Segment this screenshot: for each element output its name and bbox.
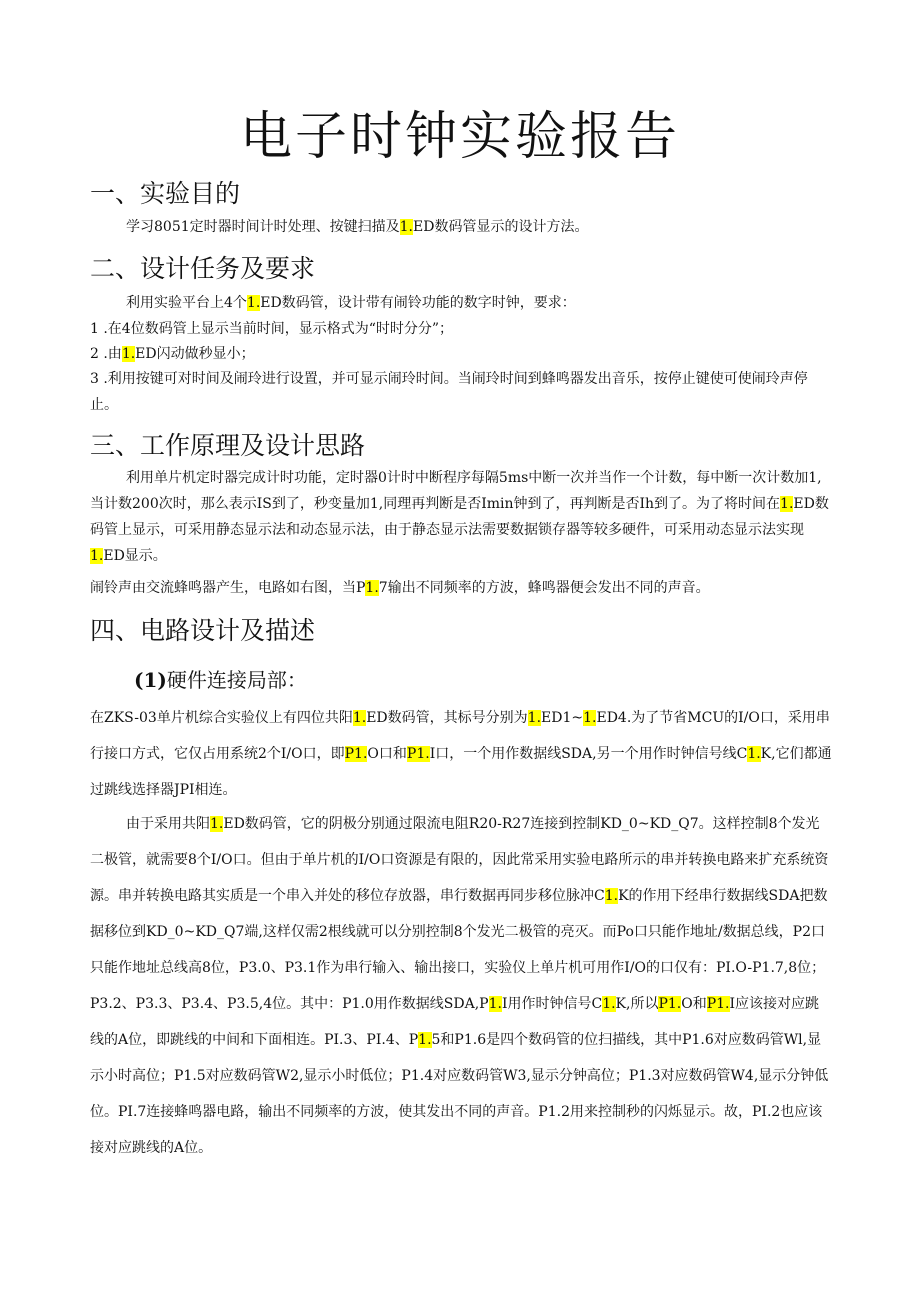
highlighted-text: P1. (706, 996, 730, 1012)
text-run: 利用单片机定时器完成计时功能，定时器0计时中断程序每隔5ms中断一次并当作一个计数，每中断一次计数加1,当计数200次时，那么表示IS到了，秒变量加1,同理再判断是否Imin钟到了，再判断是否Ih到了。为了将时间在 (90, 470, 822, 512)
text-run: ED显示。 (103, 548, 167, 564)
highlighted-text: 1. (418, 1032, 432, 1048)
text-run: ED1~ (541, 710, 584, 726)
highlighted-text: 1. (602, 996, 616, 1012)
text-run: 2 .由 (90, 346, 122, 362)
text-run: 在ZKS-03单片机综合实验仪上有四位共阳 (90, 710, 353, 726)
paragraph-task-intro (126, 290, 576, 316)
section-heading-circuit: 四、电路设计及描述 (90, 616, 316, 645)
text-run: K,所以 (615, 996, 659, 1012)
text-run: ED数码管上显示，可采用静态显示法和动态显示法，由于静态显示法需要数据锁存器等较多硬件，可采用动态显示法实现 (90, 496, 829, 538)
text-run: ED数码管，设计带有闹铃功能的数字时钟，要求： (260, 295, 576, 311)
highlighted-text: 1. (583, 710, 597, 726)
text-run: I应该接对应跳线的A位，即跳线的中间和下面相连。PI.3、PI.4、P (90, 996, 820, 1048)
highlighted-text: 1. (399, 219, 413, 235)
text-run: K,它们都通过跳线选择器JPI相连。 (90, 746, 832, 798)
document-title: 电子时钟实验报告 (239, 107, 680, 167)
list-item-1 (90, 316, 453, 342)
text-run: 学习8051定时器时间计时处理、按键扫描及 (126, 219, 400, 235)
text-run: K的作用下经串行数据线SDA把数据移位到KD_0~KD_Q7端,这样仅需2根线就可以分别控制8个发光二极管的亮灭。而Po口只能作地址/数据总线，P2口只能作地址总线高8位，P3.0、P3.1作为串行输入、输出接口，实验仪上单片机可用作I/O的口仅有：PI.O-P1.7,8位；P3.2、P3.3、P3.4、P3.5,4位。其中：P1.0用作数据线SDA,P (90, 888, 828, 1012)
highlighted-text: 1. (488, 996, 502, 1012)
highlighted-text: 1. (352, 710, 367, 726)
highlighted-text: P1. (406, 746, 430, 762)
text-run: 利用实验平台上4个 (126, 295, 247, 311)
paragraph-hardware-1 (90, 700, 832, 808)
subheading-number: (1) (134, 668, 167, 692)
text-run: 7输出不同频率的方波，蜂鸣器便会发出不同的声音。 (378, 580, 710, 596)
highlighted-text: 1. (604, 888, 619, 904)
highlighted-text: 1. (246, 295, 261, 311)
highlighted-text: 1. (121, 346, 136, 362)
list-item-2 (90, 341, 255, 367)
subheading-text: 硬件连接局部： (166, 668, 307, 692)
highlighted-text: 1. (780, 496, 794, 512)
text-run: ED4.为了节省MCU的I/O口，采用串行接口方式，它仅占用系统2个I/O口，即 (90, 710, 830, 762)
highlighted-text: 1. (90, 548, 104, 564)
subheading-hardware (134, 664, 307, 693)
highlighted-text: 1. (210, 816, 224, 832)
highlighted-text: 1. (365, 580, 379, 596)
section-heading-purpose: 一、实验目的 (90, 179, 241, 208)
list-item-3 (90, 366, 832, 418)
paragraph-buzzer (90, 575, 710, 601)
text-run: 5和P1.6是四个数码管的位扫描线，其中P1.6对应数码管Wl,显示小时高位；P1.5对应数码管W2,显示小时低位；P1.4对应数码管W3,显示分钟高位；P1.3对应数码管W4,显示分钟低位。PI.7连接蜂鸣器电路，输出不同频率的方波，使其发出不同的声音。P1.2用来控制秒的闪烁显示。故，PI.2也应该接对应跳线的A位。 (90, 1032, 829, 1156)
paragraph-hardware-2 (90, 806, 832, 1166)
highlighted-text: P1. (658, 996, 682, 1012)
text-run: 由于采用共阳 (126, 816, 210, 832)
text-run: 3 .利用按键可对时间及闹玲进行设置，并可显示闹玲时间。当闹玲时间到蜂鸣器发出音乐，按停止键使可使闹玲声停止。 (90, 371, 808, 413)
text-run: I口，一个用作数据线SDA,另一个用作时钟信号线C (429, 746, 748, 762)
text-run: ED数码管显示的设计方法。 (413, 219, 589, 235)
highlighted-text: 1. (747, 746, 761, 762)
paragraph-purpose (126, 214, 588, 240)
text-run: 闹铃声由交流蜂鸣器产生，电路如右图，当P (90, 580, 366, 596)
text-run: ED闪动做秒显小； (135, 346, 255, 362)
text-run: ED数码管，它的阴极分别通过限流电阻R20-R27连接到控制KD_0~KD_Q7。这样控制8个发光二极管，就需要8个I/O口。但由于单片机的I/O口资源是有限的，因此常采用实验电路所示的串并转换电路来扩充系统资源。串并转换电路其实质是一个串入并处的移位存放器，串行数据再同步移位脉冲C (90, 816, 829, 904)
text-run: O口和 (367, 746, 407, 762)
text-run: I用作时钟信号C (501, 996, 603, 1012)
section-heading-task: 二、设计任务及要求 (90, 254, 316, 283)
text-run: O和 (681, 996, 707, 1012)
section-heading-principle: 三、工作原理及设计思路 (90, 431, 366, 460)
paragraph-principle (90, 465, 832, 569)
highlighted-text: P1. (344, 746, 368, 762)
text-run: ED数码管，其标号分别为 (366, 710, 528, 726)
text-run: 1 .在4位数码管上显示当前时间，显示格式为“时时分分”； (90, 321, 454, 337)
highlighted-text: 1. (527, 710, 542, 726)
